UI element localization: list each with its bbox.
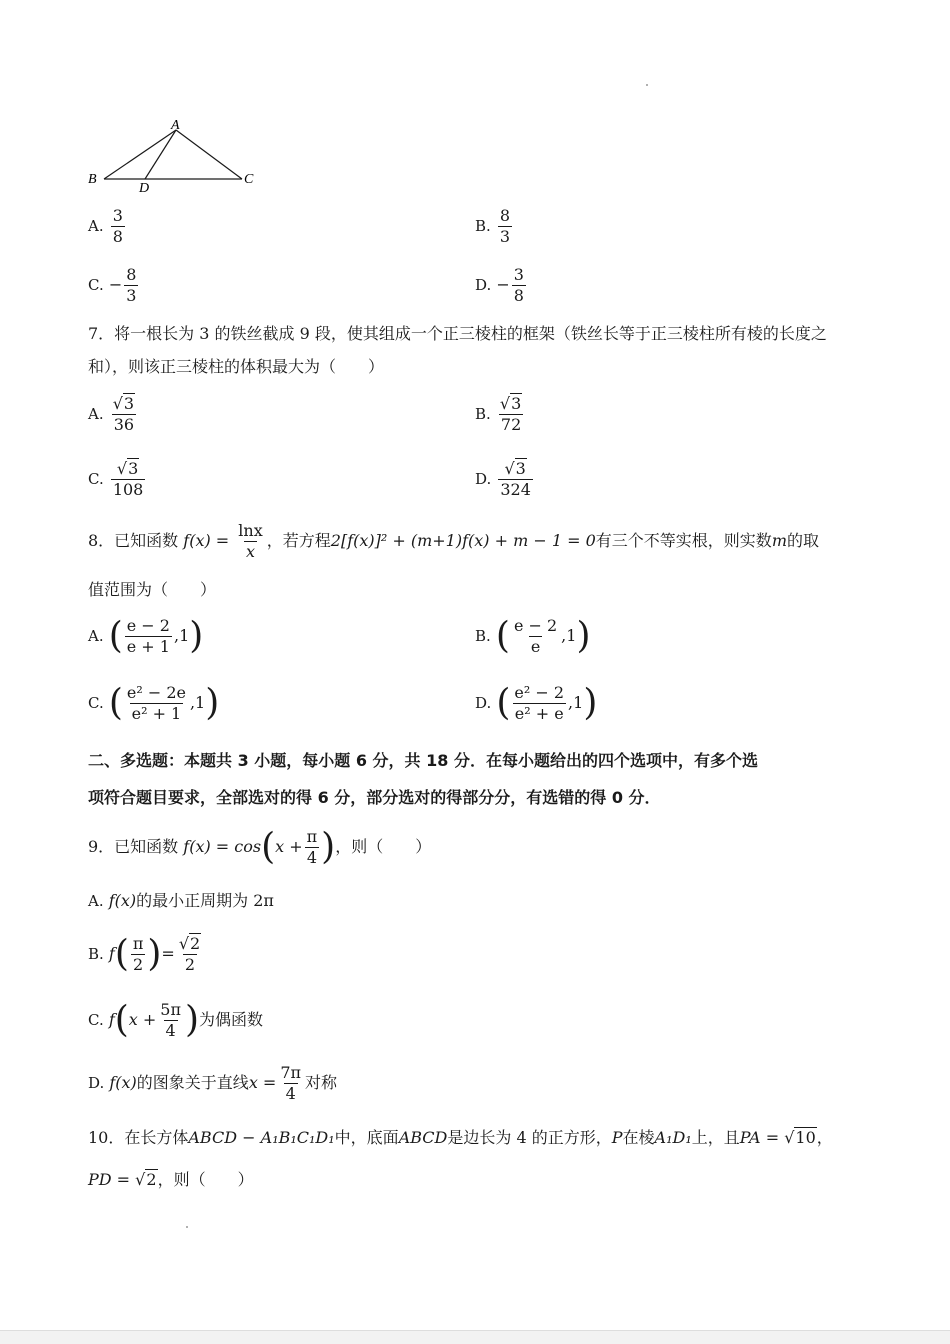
q7-stem-line1: 7．将一根长为 3 的铁丝截成 9 段，使其组成一个正三棱柱的框架（铁丝长等于正三棱柱所有棱的长度之 (88, 324, 827, 343)
q8-stem-line1: 8．已知函数 f(x) = $\frac{\ln x}{x}$ ，若方程2[f(x)]² + (m+1)f(x) + m − 1 = 0有三个不等实根，则实数m的取 (88, 521, 819, 561)
page-footer-bar (0, 1330, 950, 1344)
q7-option-c[interactable]: C. $\frac{√3}{108}$ (88, 459, 144, 499)
vertex-d-label: D (139, 181, 150, 196)
fraction: $\frac{√3}{36}$ (112, 394, 135, 434)
q7-stem-line2: 和），则该正三棱柱的体积最大为（ ） (88, 357, 385, 376)
scan-dot (646, 84, 648, 86)
fraction: $\frac{\pi}{2}$ (132, 934, 144, 974)
q6-option-a[interactable]: A. $\frac{3}{8}$ (88, 206, 123, 246)
q9-option-d[interactable]: D. f(x)的图象关于直线x = $\frac{7\pi}{4}$ 对称 (88, 1063, 338, 1103)
q10-stem-line2: PD = √2，则（ ） (88, 1170, 254, 1189)
section2-heading-line2: 项符合题目要求，全部选对的得 6 分，部分选对的得部分分，有选错的得 0 分． (88, 788, 661, 807)
fraction: $\frac{√3}{324}$ (500, 459, 531, 499)
q8-option-b[interactable]: B. ( $\frac{e - 2}{e}$ ,1) (475, 615, 591, 657)
fraction: $\frac{3}{8}$ (513, 265, 524, 305)
q8-option-d[interactable]: D. ( $\frac{\text{e² − 2}}{\text{e² + e}}$ ,1) (475, 682, 598, 724)
q8-option-a[interactable]: A. ( $\frac{e - 2}{e + 1}$ ,1) (88, 615, 204, 657)
fraction: $\frac{5\pi}{4}$ (160, 1000, 181, 1040)
q8-option-c[interactable]: C. ( $\frac{\text{e² − 2e}}{\text{e² + 1}}$ ,1) (88, 682, 220, 724)
fraction: $\frac{\text{e² − 2e}}{\text{e² + 1}}$ (126, 683, 186, 723)
q9-option-c[interactable]: C. f(x + $\frac{5\pi}{4}$ )为偶函数 (88, 999, 264, 1041)
q9-option-a[interactable]: A. f(x)的最小正周期为 2π (88, 891, 274, 910)
q10-stem-line1: 10．在长方体ABCD − A₁B₁C₁D₁中，底面ABCD是边长为 4 的正方形，P在棱A₁D₁上，且PA = √10， (88, 1128, 833, 1147)
fraction: $\frac{\ln x}{x}$ (238, 521, 263, 561)
vertex-c-label: C (244, 172, 254, 187)
fraction: $\frac{7\pi}{4}$ (280, 1063, 302, 1103)
fraction: $\frac{e - 2}{e + 1}$ (126, 616, 170, 656)
fraction: $\frac{\pi}{4}$ (306, 827, 318, 867)
fraction: $\frac{e - 2}{e}$ (513, 616, 558, 656)
segment-ad (145, 130, 176, 179)
vertex-b-label: B (88, 172, 97, 187)
fraction: $\frac{8}{3}$ (499, 206, 511, 246)
q7-option-b[interactable]: B. $\frac{√3}{72}$ (475, 395, 526, 434)
q6-option-c[interactable]: C. − $\frac{8}{3}$ (88, 265, 137, 305)
q9-option-b[interactable]: B. f( $\frac{\pi}{2}$ )= $\frac{√2}{2}$ (88, 935, 205, 974)
scan-dot (186, 1226, 188, 1228)
q7-option-d[interactable]: D. $\frac{√3}{324}$ (475, 459, 531, 499)
vertex-a-label: A (171, 118, 180, 133)
fraction: $\frac{\text{e² − 2}}{\text{e² + e}}$ (514, 683, 565, 723)
fraction: $\frac{√2}{2}$ (178, 934, 201, 974)
segment-ba (104, 130, 176, 179)
q6-option-b[interactable]: B. $\frac{8}{3}$ (475, 206, 511, 246)
fraction: $\frac{8}{3}$ (126, 265, 137, 305)
q7-option-a[interactable]: A. $\frac{√3}{36}$ (88, 395, 139, 434)
triangle-figure (82, 112, 272, 197)
fraction: $\frac{√3}{72}$ (499, 394, 522, 434)
q9-stem: 9．已知函数 f(x) = cos(x + $\frac{\pi}{4}$ )，则（ ） (88, 826, 432, 868)
segment-ac (176, 130, 242, 179)
q6-option-d[interactable]: D. − $\frac{3}{8}$ (475, 265, 524, 305)
fraction: $\frac{√3}{108}$ (112, 459, 144, 499)
section2-heading-line1: 二、多选题：本题共 3 小题，每小题 6 分，共 18 分．在每小题给出的四个选项中，有多个选 (88, 751, 758, 770)
fraction: $\frac{3}{8}$ (112, 206, 123, 246)
q8-stem-line2: 值范围为（ ） (88, 580, 217, 599)
